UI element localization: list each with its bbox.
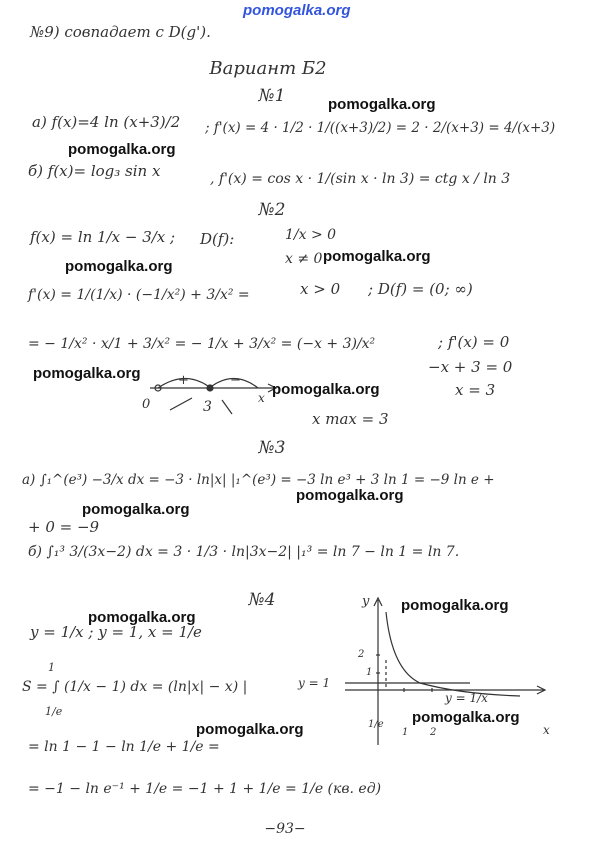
previous-task-line: №9) совпадает с D(g'). [30, 23, 211, 41]
task1-a-function: а) f(x)=4 ln (x+3)/2 [32, 113, 181, 131]
task2-system-line1: 1/x > 0 [285, 227, 337, 243]
task2-critical-step: −x + 3 = 0 [428, 358, 513, 376]
variant-title: Вариант Б2 [209, 58, 327, 79]
watermark: pomogalka.org [196, 721, 304, 738]
graph-hyperbola-label: y = 1/x [445, 691, 488, 705]
task3-a: а) ∫₁^(e³) −3/x dx = −3 · ln|x| |₁^(e³) = −3 ln e³ + 3 ln 1 = −9 ln e + [22, 472, 495, 488]
task1-a-derivative: ; f'(x) = 4 · 1/2 · 1/((x+3)/2) = 2 · 2/(x+3) = 4/(x+3) [205, 120, 556, 136]
task2-domain-result: ; D(f) = (0; ∞) [368, 280, 473, 298]
task4-number: №4 [248, 590, 276, 610]
graph-y-label: y [362, 594, 370, 609]
task3-b: б) ∫₁³ 3/(3x−2) dx = 3 · 1/3 · ln|3x−2| |₁³ = ln 7 − ln 1 = ln 7. [28, 544, 460, 560]
watermark: pomogalka.org [68, 141, 176, 158]
sign-arrow-up [170, 398, 192, 410]
watermark: pomogalka.org [88, 609, 196, 626]
task4-conditions: y = 1/x ; y = 1, x = 1/e [30, 623, 202, 641]
task4-integral: S = ∫ (1/x − 1) dx = (ln|x| − x) | [22, 679, 248, 695]
task2-function: f(x) = ln 1/x − 3/x ; [30, 228, 176, 246]
watermark-top: pomogalka.org [243, 2, 351, 19]
sign-zero-label: 0 [142, 397, 151, 412]
watermark: pomogalka.org [296, 487, 404, 504]
graph-line-y1-label: y = 1 [298, 676, 331, 690]
task2-domain-label: D(f): [200, 230, 235, 248]
task4-integral-upper-limit: 1 [48, 661, 55, 674]
graph-e-label: 1/e [368, 719, 384, 730]
sign-axis-label: x [258, 391, 265, 405]
watermark: pomogalka.org [323, 248, 431, 265]
watermark: pomogalka.org [412, 709, 520, 726]
task4-integral-lower-limit: 1/e [45, 705, 63, 718]
watermark: pomogalka.org [328, 96, 436, 113]
task2-critical-eq: ; f'(x) = 0 [438, 333, 510, 351]
task2-system-line2: x ≠ 0 [285, 251, 323, 267]
graph-x-label: x [543, 723, 550, 737]
sign-minus-label: − [230, 373, 241, 388]
watermark: pomogalka.org [33, 365, 141, 382]
graph-tick-2-label: 2 [358, 649, 365, 660]
sign-three-label: 3 [203, 399, 212, 415]
task2-x-max: x max = 3 [312, 410, 389, 428]
page-number: −93− [264, 821, 306, 837]
task4-evaluation: = ln 1 − 1 − ln 1/e + 1/e = [28, 739, 220, 755]
task3-number: №3 [258, 438, 286, 458]
task2-x-positive: x > 0 [300, 280, 341, 298]
task4-result: = −1 − ln e⁻¹ + 1/e = −1 + 1 + 1/e = 1/e (кв. ед) [28, 781, 382, 797]
task1-b-function: б) f(x)= log₃ sin x [28, 162, 161, 180]
sign-arrow-down [222, 400, 232, 414]
sign-plus-label: + [178, 373, 189, 388]
task1-b-derivative: , f'(x) = cos x · 1/(sin x · ln 3) = ctg x / ln 3 [210, 171, 511, 187]
task2-number: №2 [258, 200, 286, 220]
task2-derivative: f'(x) = 1/(1/x) · (−1/x²) + 3/x² = [28, 287, 250, 303]
graph-x-tick-1-label: 1 [402, 727, 409, 738]
task3-a-continued: + 0 = −9 [28, 518, 100, 536]
graph-x-tick-2-label: 2 [430, 727, 437, 738]
task1-number: №1 [258, 86, 286, 106]
graph-tick-1-label: 1 [366, 667, 373, 678]
task2-derivative-simplified: = − 1/x² · x/1 + 3/x² = − 1/x + 3/x² = (−x + 3)/x² [28, 336, 376, 352]
watermark: pomogalka.org [401, 597, 509, 614]
task2-critical-point: x = 3 [455, 381, 496, 399]
watermark: pomogalka.org [82, 501, 190, 518]
watermark: pomogalka.org [272, 381, 380, 398]
watermark: pomogalka.org [65, 258, 173, 275]
